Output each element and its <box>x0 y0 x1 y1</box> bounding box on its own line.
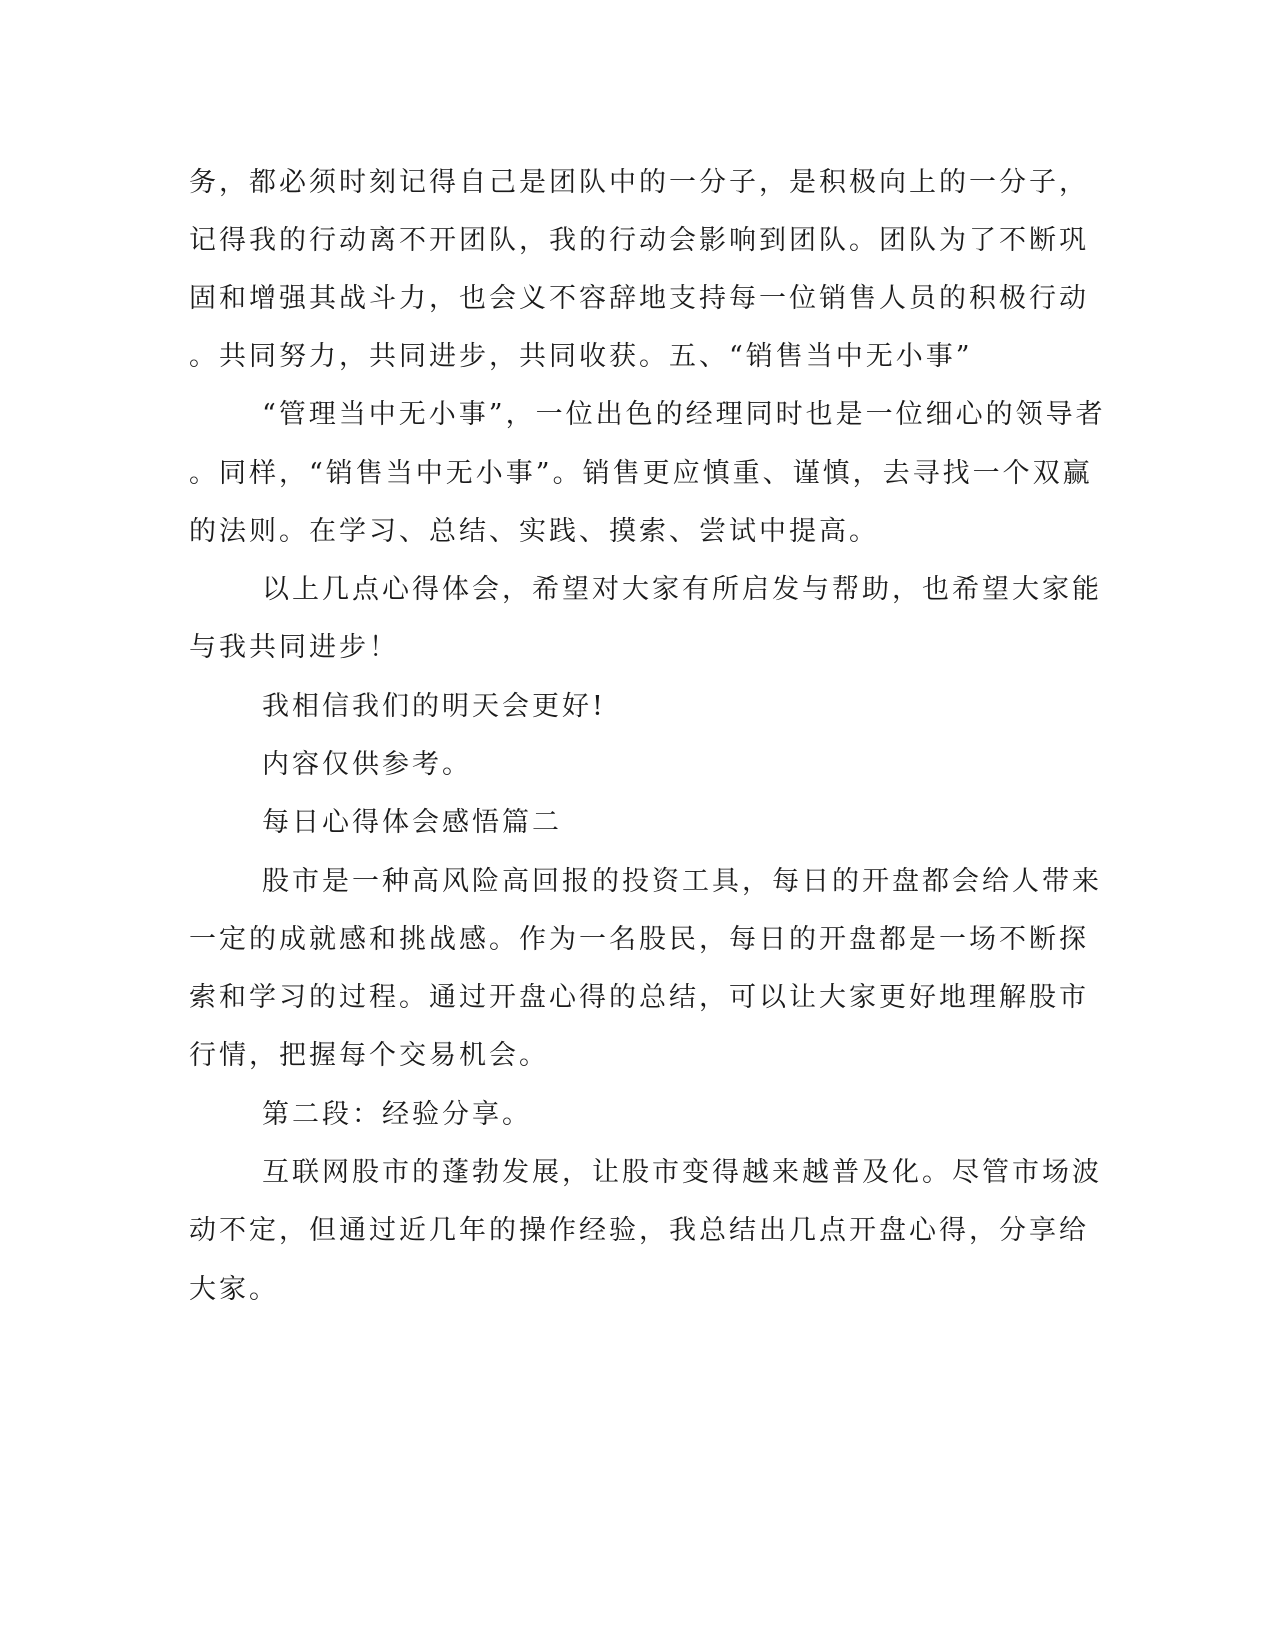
text-line: 大家。 <box>189 1274 279 1305</box>
text-line: “管理当中无小事”，一位出色的经理同时也是一位细心的领导者 <box>262 399 1106 430</box>
text-line: 的法则。在学习、总结、实践、摸索、尝试中提高。 <box>189 516 879 547</box>
text-line: 动不定，但通过近几年的操作经验，我总结出几点开盘心得，分享给 <box>189 1215 1089 1246</box>
text-line: 。同样，“销售当中无小事”。销售更应慎重、谨慎，去寻找一个双赢 <box>189 458 1093 489</box>
text-line: 务，都必须时刻记得自己是团队中的一分子，是积极向上的一分子， <box>189 167 1089 198</box>
text-line: 一定的成就感和挑战感。作为一名股民，每日的开盘都是一场不断探 <box>189 924 1089 955</box>
text-line: 以上几点心得体会，希望对大家有所启发与帮助，也希望大家能 <box>262 574 1102 605</box>
text-line: 第二段：经验分享。 <box>262 1099 532 1130</box>
text-line: 内容仅供参考。 <box>262 749 472 780</box>
text-line: 股市是一种高风险高回报的投资工具，每日的开盘都会给人带来 <box>262 866 1102 897</box>
text-line: 记得我的行动离不开团队，我的行动会影响到团队。团队为了不断巩 <box>189 225 1089 256</box>
text-line: 。共同努力，共同进步，共同收获。五、“销售当中无小事” <box>189 341 973 372</box>
text-line: 索和学习的过程。通过开盘心得的总结，可以让大家更好地理解股市 <box>189 982 1089 1013</box>
text-line: 互联网股市的蓬勃发展，让股市变得越来越普及化。尽管市场波 <box>262 1157 1102 1188</box>
text-line: 与我共同进步！ <box>189 632 399 663</box>
text-line: 行情，把握每个交易机会。 <box>189 1040 549 1071</box>
text-line: 我相信我们的明天会更好! <box>262 691 606 722</box>
section-heading: 每日心得体会感悟篇二 <box>262 807 562 838</box>
text-line: 固和增强其战斗力，也会义不容辞地支持每一位销售人员的积极行动 <box>189 283 1089 314</box>
